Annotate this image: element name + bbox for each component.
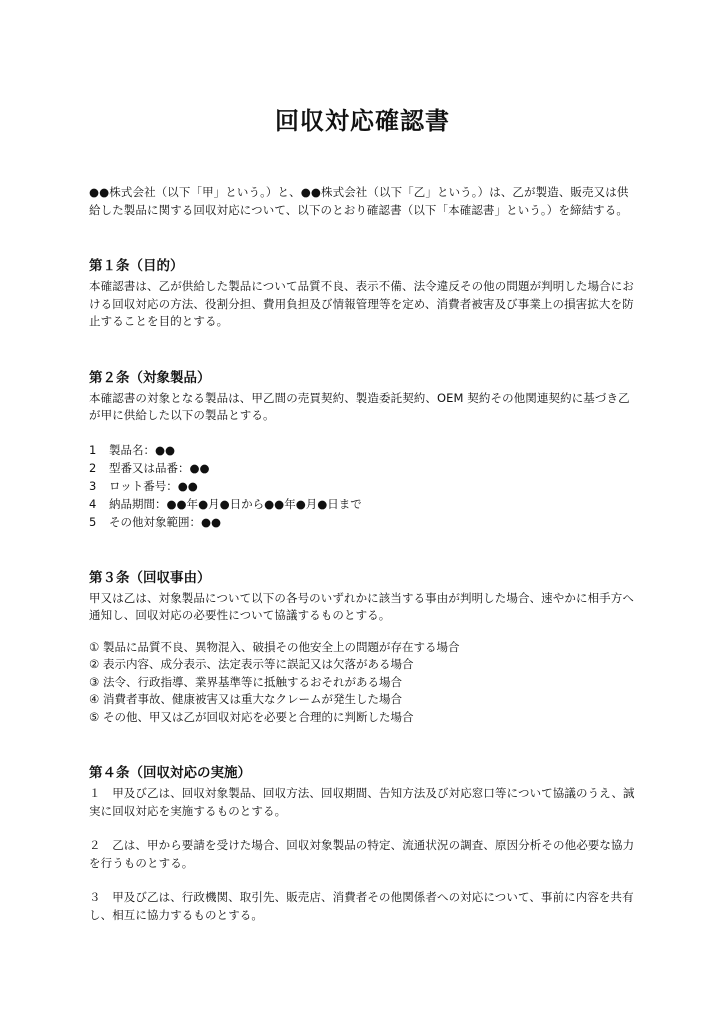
reason-list <box>89 639 636 727</box>
list-item <box>89 459 636 477</box>
article-heading: 第３条（回収事由） <box>89 569 211 586</box>
list-item: ① 製品に品質不良、異物混入、破損その他安全上の問題が存在する場合 <box>89 639 460 654</box>
clause-paragraph: ３ 甲及び乙は、行政機関、取引先、販売店、消費者その他関係者への対応について、事前に内容を共有し、相互に協力するものとする。 <box>89 890 634 922</box>
list-item: ⑤ その他、甲又は乙が回収対応を必要と合理的に判断した場合 <box>89 709 414 724</box>
list-item: ③ 法令、行政指導、業界基準等に抵触するおそれがある場合 <box>89 674 402 689</box>
clause-paragraph: １ 甲及び乙は、回収対象製品、回収方法、回収期間、告知方法及び対応窓口等について協議のうえ、誠実に回収対応を実施するものとする。 <box>89 786 635 818</box>
article-heading: 第１条（目的） <box>89 258 184 274</box>
item-number: 4 <box>89 496 97 511</box>
article-body: 甲又は乙は、対象製品について以下の各号のいずれかに該当する事由が判明した場合、速やかに相手方へ通知し、回収対応の必要性について協議するものとする。 <box>89 590 634 622</box>
item-number: 3 <box>89 478 97 493</box>
article-body: 本確認書は、乙が供給した製品について品質不良、表示不備、法令違反その他の問題が判明した場合における回収対応の方法、役割分担、費用負担及び情報管理等を定め、消費者被害及び事業上の損害拡大を防止することを目的とする。 <box>89 279 634 328</box>
article-body: 本確認書の対象となる製品は、甲乙間の売買契約、製造委託契約、OEM 契約その他関連契約に基づき乙が甲に供給した以下の製品とする。 <box>89 390 630 422</box>
article-heading: 第２条（対象製品） <box>89 369 211 386</box>
intro-paragraph: ●●株式会社（以下「甲」という。）と、●●株式会社（以下「乙」という。）は、乙が製造、販売又は供給した製品に関する回収対応について、以下のとおり確認書（以下「本確認書」という。）を締結する。 <box>89 185 629 217</box>
article-4 <box>89 763 636 924</box>
item-text: 納品期間：●●年●月●日から●●年●月●日まで <box>109 496 362 511</box>
product-list <box>89 441 636 531</box>
list-item: ④ 消費者事故、健康被害又は重大なクレームが発生した場合 <box>89 692 402 706</box>
article-2 <box>89 368 636 531</box>
article-3 <box>89 568 636 727</box>
list-item <box>89 513 636 531</box>
clause-paragraph: ２ 乙は、甲から要請を受けた場合、回収対象製品の特定、流通状況の調査、原因分析その他必要な協力を行うものとする。 <box>89 838 635 870</box>
document-title: 回収対応確認書 <box>275 107 450 135</box>
article-1 <box>89 256 636 331</box>
list-item: ② 表示内容、成分表示、法定表示等に誤記又は欠落がある場合 <box>89 657 414 671</box>
item-text: 型番又は品番：●● <box>109 460 210 475</box>
item-number: 2 <box>89 460 97 475</box>
list-item <box>89 477 636 495</box>
item-number: 5 <box>89 514 97 529</box>
article-heading: 第４条（回収対応の実施） <box>89 765 251 781</box>
list-item <box>89 441 636 459</box>
list-item <box>89 495 636 513</box>
item-text: ロット番号：●● <box>109 478 198 493</box>
item-number: 1 <box>89 442 97 457</box>
item-text: その他対象範囲：●● <box>109 514 222 529</box>
item-text: 製品名：●● <box>109 442 176 457</box>
